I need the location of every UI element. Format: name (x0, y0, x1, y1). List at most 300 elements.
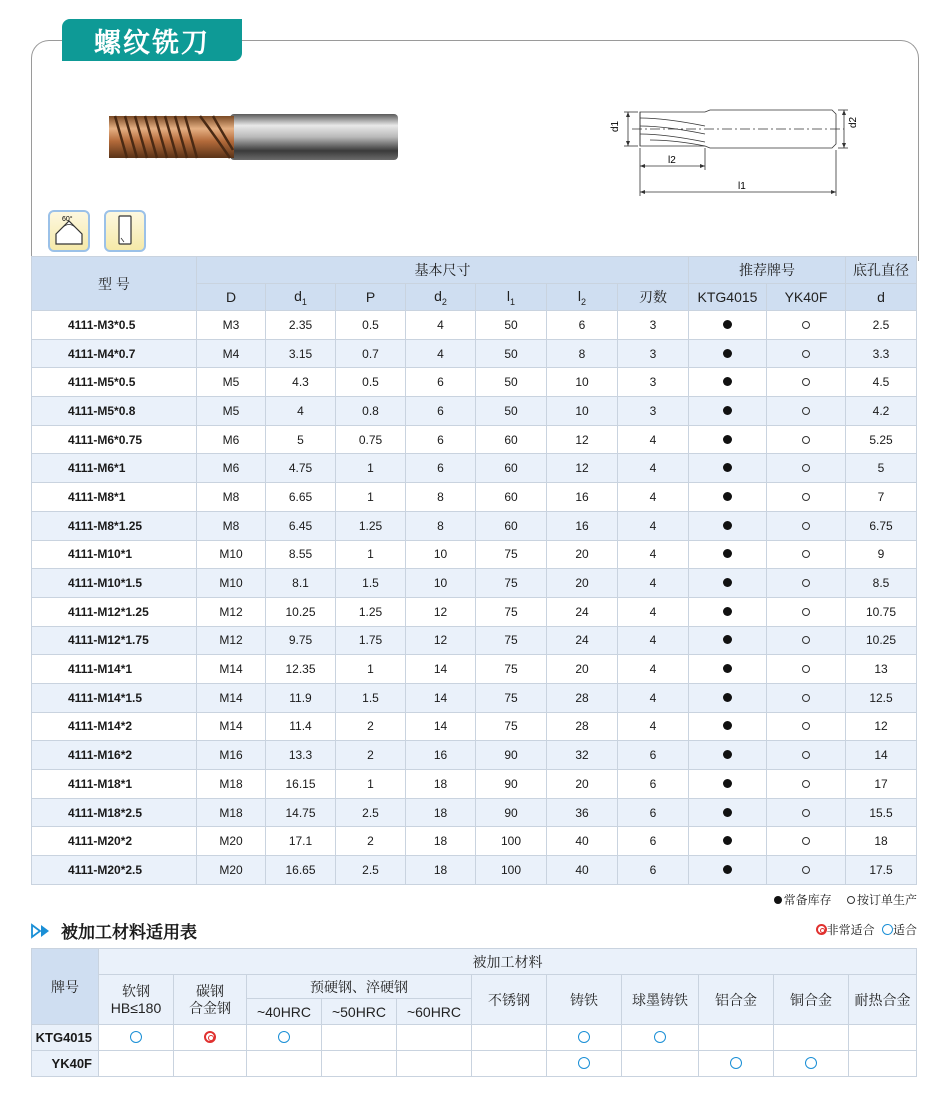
cell-d1: 14.75 (266, 798, 336, 827)
cell-D: M14 (197, 683, 266, 712)
model-cell: 4111-M16*2 (32, 741, 197, 770)
cell-l1: 75 (476, 540, 547, 569)
stock-dot-icon (723, 779, 732, 788)
stock-dot-icon (723, 865, 732, 874)
copper-header: 铜合金 (774, 975, 849, 1025)
cell-yk (767, 397, 846, 426)
heat-resistant-header: 耐热合金 (849, 975, 917, 1025)
cell-d1: 2.35 (266, 311, 336, 340)
cell-yk (767, 311, 846, 340)
stock-dot-icon (723, 721, 732, 730)
table-row (32, 569, 917, 598)
cell-d2: 4 (406, 311, 476, 340)
cell-l2: 8 (547, 339, 618, 368)
stock-dot-icon (723, 664, 732, 673)
cell-l2: 6 (547, 311, 618, 340)
cell-ktg (689, 741, 767, 770)
order-ring-icon (847, 896, 855, 904)
suitable-icon (654, 1031, 666, 1043)
cell-hole-d: 9 (846, 540, 917, 569)
cell-l1: 90 (476, 741, 547, 770)
cell-yk (767, 454, 846, 483)
cell-l2: 10 (547, 397, 618, 426)
very-suitable-icon (204, 1031, 216, 1043)
cell-ktg (689, 597, 767, 626)
dimension-drawing (610, 104, 859, 199)
cell-d1: 17.1 (266, 827, 336, 856)
cell-D: M10 (197, 569, 266, 598)
suitable-icon (578, 1057, 590, 1069)
stock-dot-icon (723, 320, 732, 329)
cell-P: 0.5 (336, 368, 406, 397)
cell-D: M10 (197, 540, 266, 569)
table-row (32, 397, 917, 426)
double-arrow-icon (31, 923, 57, 939)
cell-z: 6 (618, 827, 689, 856)
model-cell: 4111-M5*0.5 (32, 368, 197, 397)
table-row (32, 454, 917, 483)
order-ring-icon (802, 636, 810, 644)
cell-P: 0.5 (336, 311, 406, 340)
cell-d2: 6 (406, 397, 476, 426)
cell-P: 1.5 (336, 683, 406, 712)
order-ring-icon (802, 321, 810, 329)
cell-yk (767, 540, 846, 569)
col-header-0: D (197, 284, 266, 311)
stock-dot-icon (723, 377, 732, 386)
stock-dot-icon (723, 406, 732, 415)
model-cell: 4111-M8*1.25 (32, 511, 197, 540)
order-ring-icon (802, 809, 810, 817)
col-header-1: $d_1$ (266, 284, 336, 311)
l1-label: l1 (738, 181, 746, 192)
suitability-cell (397, 1051, 472, 1077)
cell-d2: 18 (406, 770, 476, 799)
order-ring-icon (802, 722, 810, 730)
cell-ktg (689, 339, 767, 368)
cell-P: 2.5 (336, 798, 406, 827)
cell-d2: 10 (406, 540, 476, 569)
cell-l1: 50 (476, 397, 547, 426)
suitability-cell (247, 1051, 322, 1077)
suitability-cell (472, 1025, 547, 1051)
cell-hole-d: 18 (846, 827, 917, 856)
material-row (32, 1051, 917, 1077)
table-row (32, 511, 917, 540)
stock-dot-icon (723, 492, 732, 501)
cell-yk (767, 511, 846, 540)
thread-angle-icon (48, 210, 90, 252)
material-row (32, 1025, 917, 1051)
table-row (32, 626, 917, 655)
cell-D: M16 (197, 741, 266, 770)
model-cell: 4111-M3*0.5 (32, 311, 197, 340)
cell-P: 1.25 (336, 511, 406, 540)
cell-yk (767, 827, 846, 856)
cell-ktg (689, 397, 767, 426)
mat-group-header: 被加工材料 (99, 949, 917, 975)
order-ring-icon (802, 407, 810, 415)
cell-d2: 10 (406, 569, 476, 598)
cell-yk (767, 626, 846, 655)
cell-ktg (689, 311, 767, 340)
l2-label: l2 (668, 155, 676, 166)
cell-d2: 18 (406, 856, 476, 885)
suitability-cell (547, 1051, 622, 1077)
cell-ktg (689, 770, 767, 799)
stock-dot-icon (723, 836, 732, 845)
cell-z: 6 (618, 798, 689, 827)
cell-d2: 14 (406, 712, 476, 741)
cell-d1: 13.3 (266, 741, 336, 770)
aluminum-header: 铝合金 (699, 975, 774, 1025)
stock-dot-icon (723, 693, 732, 702)
cell-l2: 24 (547, 626, 618, 655)
cell-hole-d: 8.5 (846, 569, 917, 598)
cell-z: 6 (618, 856, 689, 885)
cell-z: 4 (618, 597, 689, 626)
cell-d2: 12 (406, 597, 476, 626)
cell-ktg (689, 368, 767, 397)
svg-text:60°: 60° (62, 216, 73, 223)
model-cell: 4111-M12*1.75 (32, 626, 197, 655)
cell-ktg (689, 425, 767, 454)
cell-z: 4 (618, 483, 689, 512)
cell-D: M6 (197, 425, 266, 454)
cell-z: 4 (618, 540, 689, 569)
order-ring-icon (802, 522, 810, 530)
basic-size-header: 基本尺寸 (197, 257, 689, 284)
suitability-cell (99, 1025, 174, 1051)
suitability-cell (472, 1051, 547, 1077)
table-row (32, 597, 917, 626)
cell-hole-d: 5 (846, 454, 917, 483)
table-row (32, 540, 917, 569)
cell-ktg (689, 655, 767, 684)
col-header-2: P (336, 284, 406, 311)
col-header-6: 刃数 (618, 284, 689, 311)
suitable-icon (278, 1031, 290, 1043)
cell-d1: 9.75 (266, 626, 336, 655)
cell-D: M6 (197, 454, 266, 483)
suitability-cell (849, 1025, 917, 1051)
stock-dot-icon (723, 521, 732, 530)
cell-d2: 14 (406, 655, 476, 684)
cell-d1: 12.35 (266, 655, 336, 684)
spec-table (31, 256, 917, 885)
model-cell: 4111-M8*1 (32, 483, 197, 512)
materials-table (31, 948, 917, 1077)
cell-d1: 5 (266, 425, 336, 454)
hrc40-header: ~40HRC (247, 999, 322, 1025)
hardened-steel-header: 预硬钢、淬硬钢 (247, 975, 472, 999)
cell-d1: 8.55 (266, 540, 336, 569)
d2-label: d2 (848, 116, 859, 128)
cell-z: 3 (618, 368, 689, 397)
order-ring-icon (802, 608, 810, 616)
grade-header: 推荐牌号 (689, 257, 846, 284)
cell-l2: 16 (547, 511, 618, 540)
cell-yk (767, 425, 846, 454)
cell-z: 4 (618, 712, 689, 741)
cell-z: 3 (618, 397, 689, 426)
order-ring-icon (802, 780, 810, 788)
cell-l1: 75 (476, 597, 547, 626)
cell-l1: 60 (476, 454, 547, 483)
cell-D: M8 (197, 511, 266, 540)
thread-mill-photo (105, 110, 405, 170)
cell-yk (767, 597, 846, 626)
cell-d1: 16.65 (266, 856, 336, 885)
cell-l2: 20 (547, 770, 618, 799)
model-cell: 4111-M12*1.25 (32, 597, 197, 626)
cell-yk (767, 741, 846, 770)
cell-hole-d: 10.25 (846, 626, 917, 655)
order-ring-icon (802, 464, 810, 472)
model-cell: 4111-M10*1 (32, 540, 197, 569)
cell-d2: 18 (406, 827, 476, 856)
cell-d1: 8.1 (266, 569, 336, 598)
cell-D: M20 (197, 856, 266, 885)
cell-d2: 14 (406, 683, 476, 712)
cell-d2: 12 (406, 626, 476, 655)
table-row (32, 339, 917, 368)
suitability-cell (774, 1025, 849, 1051)
col-header-3: $d_2$ (406, 284, 476, 311)
cell-hole-d: 13 (846, 655, 917, 684)
cell-D: M12 (197, 626, 266, 655)
cell-l1: 75 (476, 655, 547, 684)
col-header-5: $l_2$ (547, 284, 618, 311)
order-ring-icon (802, 378, 810, 386)
model-cell: 4111-M18*1 (32, 770, 197, 799)
cell-P: 0.8 (336, 397, 406, 426)
stock-dot-icon (723, 549, 732, 558)
cell-d2: 6 (406, 425, 476, 454)
cell-ktg (689, 626, 767, 655)
cell-P: 1.5 (336, 569, 406, 598)
order-ring-icon (802, 866, 810, 874)
cell-D: M8 (197, 483, 266, 512)
cell-D: M3 (197, 311, 266, 340)
cell-l2: 28 (547, 712, 618, 741)
cell-l1: 60 (476, 483, 547, 512)
cell-ktg (689, 511, 767, 540)
cell-d1: 11.4 (266, 712, 336, 741)
cell-z: 4 (618, 425, 689, 454)
table-row (32, 311, 917, 340)
cell-ktg (689, 798, 767, 827)
cell-d2: 8 (406, 511, 476, 540)
ductile-iron-header: 球墨铸铁 (622, 975, 699, 1025)
cell-l2: 20 (547, 655, 618, 684)
model-cell: 4111-M18*2.5 (32, 798, 197, 827)
order-ring-icon (802, 751, 810, 759)
cell-l1: 50 (476, 311, 547, 340)
cell-l2: 40 (547, 827, 618, 856)
cell-ktg (689, 856, 767, 885)
cell-D: M18 (197, 770, 266, 799)
stock-dot-icon (723, 808, 732, 817)
order-ring-icon (802, 350, 810, 358)
suitability-cell (774, 1051, 849, 1077)
stock-dot-icon (723, 607, 732, 616)
cell-d1: 3.15 (266, 339, 336, 368)
col-header-8: YK40F (767, 284, 846, 311)
suitability-cell (174, 1025, 247, 1051)
cell-P: 1 (336, 454, 406, 483)
cell-l2: 12 (547, 425, 618, 454)
model-cell: 4111-M6*1 (32, 454, 197, 483)
cell-D: M5 (197, 397, 266, 426)
suitability-cell (849, 1051, 917, 1077)
cell-P: 1 (336, 655, 406, 684)
cell-d1: 4.75 (266, 454, 336, 483)
cell-l1: 50 (476, 368, 547, 397)
cell-ktg (689, 683, 767, 712)
table-row (32, 741, 917, 770)
mat-grade-header: 牌号 (32, 949, 99, 1025)
cell-ktg (689, 540, 767, 569)
cell-ktg (689, 483, 767, 512)
cell-P: 0.75 (336, 425, 406, 454)
order-ring-icon (802, 579, 810, 587)
model-cell: 4111-M20*2.5 (32, 856, 197, 885)
cell-ktg (689, 712, 767, 741)
cell-l1: 75 (476, 569, 547, 598)
stock-dot-icon (723, 349, 732, 358)
cell-d2: 6 (406, 368, 476, 397)
stock-dot-icon (723, 635, 732, 644)
cell-d1: 4.3 (266, 368, 336, 397)
order-ring-icon (802, 436, 810, 444)
cell-P: 1 (336, 483, 406, 512)
cell-D: M12 (197, 597, 266, 626)
suitability-cell (322, 1051, 397, 1077)
cell-l1: 90 (476, 770, 547, 799)
cell-P: 0.7 (336, 339, 406, 368)
very-suitable-icon (816, 924, 827, 935)
carbon-steel-header: 碳钢 合金钢 (174, 975, 247, 1025)
cell-z: 4 (618, 569, 689, 598)
cell-D: M18 (197, 798, 266, 827)
straight-shank-icon (104, 210, 146, 252)
suitability-cell (699, 1051, 774, 1077)
suitability-cell (99, 1051, 174, 1077)
cell-d1: 16.15 (266, 770, 336, 799)
cell-hole-d: 3.3 (846, 339, 917, 368)
table-row (32, 712, 917, 741)
col-header-7: KTG4015 (689, 284, 767, 311)
stock-dot-icon (774, 896, 782, 904)
grade-cell: YK40F (32, 1051, 99, 1077)
cell-hole-d: 2.5 (846, 311, 917, 340)
cell-l2: 12 (547, 454, 618, 483)
cell-hole-d: 10.75 (846, 597, 917, 626)
cell-l2: 36 (547, 798, 618, 827)
suitable-icon (882, 924, 893, 935)
suitable-icon (130, 1031, 142, 1043)
cell-z: 4 (618, 683, 689, 712)
cell-yk (767, 483, 846, 512)
cell-yk (767, 683, 846, 712)
cell-l1: 50 (476, 339, 547, 368)
order-ring-icon (802, 493, 810, 501)
hrc60-header: ~60HRC (397, 999, 472, 1025)
order-ring-icon (802, 550, 810, 558)
col-header-4: $l_1$ (476, 284, 547, 311)
hole-header: 底孔直径 (846, 257, 917, 284)
cell-l1: 75 (476, 626, 547, 655)
cell-P: 1 (336, 540, 406, 569)
model-cell: 4111-M4*0.7 (32, 339, 197, 368)
stock-dot-icon (723, 463, 732, 472)
cell-d2: 6 (406, 454, 476, 483)
model-header: 型 号 (32, 257, 197, 311)
table-row (32, 483, 917, 512)
cell-yk (767, 770, 846, 799)
page-title: 螺纹铣刀 (62, 19, 242, 61)
model-cell: 4111-M20*2 (32, 827, 197, 856)
cell-P: 2 (336, 712, 406, 741)
cell-hole-d: 5.25 (846, 425, 917, 454)
suitability-cell (699, 1025, 774, 1051)
model-cell: 4111-M14*2 (32, 712, 197, 741)
cell-hole-d: 6.75 (846, 511, 917, 540)
cell-hole-d: 17 (846, 770, 917, 799)
table-row (32, 798, 917, 827)
table-row (32, 655, 917, 684)
cell-hole-d: 4.2 (846, 397, 917, 426)
cell-P: 1.25 (336, 597, 406, 626)
order-ring-icon (802, 665, 810, 673)
stainless-header: 不锈钢 (472, 975, 547, 1025)
grade-cell: KTG4015 (32, 1025, 99, 1051)
cell-ktg (689, 569, 767, 598)
table-row (32, 425, 917, 454)
cell-d2: 8 (406, 483, 476, 512)
model-cell: 4111-M5*0.8 (32, 397, 197, 426)
cell-P: 2 (336, 827, 406, 856)
cell-z: 6 (618, 741, 689, 770)
suitability-legend: 非常适合 适合 (816, 921, 917, 938)
stock-dot-icon (723, 435, 732, 444)
order-ring-icon (802, 694, 810, 702)
suitability-cell (174, 1051, 247, 1077)
cell-l2: 10 (547, 368, 618, 397)
suitability-cell (247, 1025, 322, 1051)
cell-z: 4 (618, 511, 689, 540)
cell-l1: 60 (476, 511, 547, 540)
cell-hole-d: 7 (846, 483, 917, 512)
cell-l1: 60 (476, 425, 547, 454)
cell-yk (767, 368, 846, 397)
suitability-cell (322, 1025, 397, 1051)
cell-l2: 24 (547, 597, 618, 626)
cell-d1: 6.45 (266, 511, 336, 540)
cell-D: M14 (197, 712, 266, 741)
cell-hole-d: 15.5 (846, 798, 917, 827)
cell-yk (767, 569, 846, 598)
table-row (32, 827, 917, 856)
hrc50-header: ~50HRC (322, 999, 397, 1025)
cell-P: 1.75 (336, 626, 406, 655)
cell-d1: 6.65 (266, 483, 336, 512)
cell-d2: 18 (406, 798, 476, 827)
cell-z: 4 (618, 626, 689, 655)
suitable-icon (578, 1031, 590, 1043)
cell-D: M20 (197, 827, 266, 856)
